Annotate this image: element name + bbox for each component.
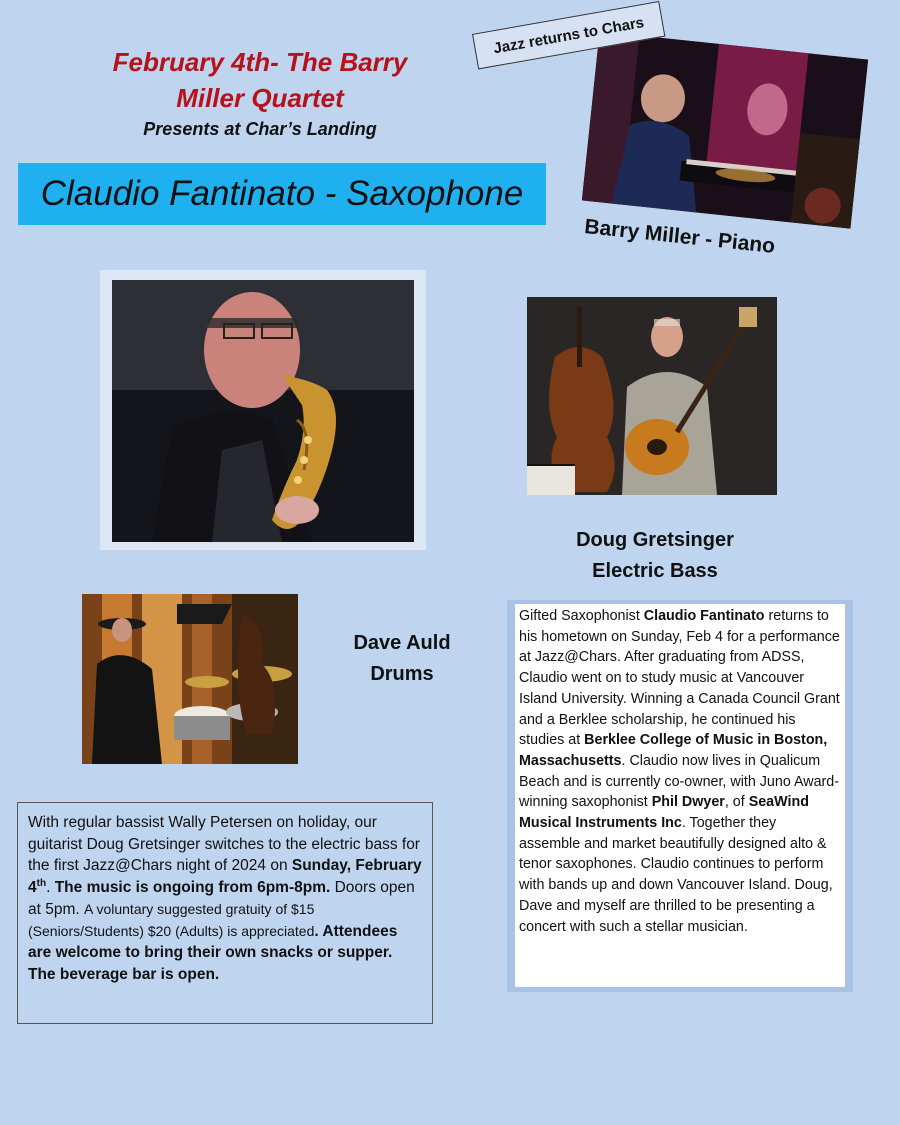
- bio-bold-name: Claudio Fantinato: [643, 608, 765, 624]
- artist-bio: [515, 604, 845, 987]
- bio-text-5: . Together they assemble and market beautifully designed alto & tenor saxophones. Claudio continues to perform with bands up and down Vancouver Island. Doug, Dave and myself are thrilled to be presenting a concert with such a stellar musician.: [519, 815, 833, 935]
- event-headline: [60, 44, 460, 116]
- info-text-3: Doors open at 5pm.: [28, 879, 415, 918]
- info-text-2: .: [46, 879, 55, 897]
- bio-bold-berklee: Berklee College of Music in Boston, Massachusetts: [519, 732, 828, 769]
- info-gratuity: A voluntary suggested gratuity of $15 (Seniors/Students) $20 (Adults) is appreciated: [28, 900, 315, 939]
- drummer-role: Drums: [370, 663, 434, 685]
- pianist-caption: Barry Miller - Piano: [583, 215, 777, 258]
- bassist-role: Electric Bass: [592, 560, 718, 582]
- bio-bold-dwyer: Phil Dwyer: [651, 794, 725, 811]
- info-text-1: With regular bassist Wally Petersen on holiday, our guitarist Doug Gretsinger switches to the electric bass for the first Jazz@Chars night of 2024 on: [28, 814, 420, 875]
- event-info: [17, 802, 433, 1024]
- jazz-returns-tag: Jazz returns to Chars: [472, 1, 665, 69]
- featured-artist-banner: [18, 163, 546, 225]
- pianist-photo: [582, 31, 868, 228]
- bio-text-1: Gifted Saxophonist: [519, 608, 644, 624]
- bio-text-3: . Claudio now lives in Qualicum Beach and is currently co-owner, with Juno Award-winning saxophonist: [519, 752, 839, 811]
- saxophonist-photo: [112, 280, 414, 542]
- info-date-suffix: th: [36, 877, 47, 889]
- bio-text-4: , of: [724, 794, 749, 811]
- bassist-photo: [527, 297, 777, 495]
- drummer-name: Dave Auld: [353, 632, 451, 654]
- bassist-caption: [530, 525, 780, 587]
- bio-text-2: returns to his hometown on Sunday, Feb 4 for a performance at Jazz@Chars. After graduating from ADSS, Claudio went on to study music at Vancouver Island University. Winning a Canada Council Grant and a Berklee scholarship, he continued his studies at: [519, 608, 840, 749]
- info-time: The music is ongoing from 6pm-8pm.: [54, 879, 331, 897]
- drummer-photo: [82, 594, 298, 764]
- info-date-text: Sunday, February 4: [28, 857, 422, 897]
- bassist-name: Doug Gretsinger: [576, 529, 734, 551]
- featured-artist-label: Claudio Fantinato - Saxophone: [40, 174, 524, 213]
- venue-subtitle: Presents at Char’s Landing: [143, 119, 377, 139]
- drummer-caption: [332, 628, 472, 690]
- headline-line-2: Miller Quartet: [176, 83, 344, 113]
- info-attendees: . Attendees are welcome to bring their own snacks or supper. The beverage bar is open.: [28, 922, 398, 983]
- headline-line-1: February 4th- The Barry: [112, 47, 408, 77]
- bio-bold-seawind: SeaWind Musical Instruments Inc: [519, 794, 809, 832]
